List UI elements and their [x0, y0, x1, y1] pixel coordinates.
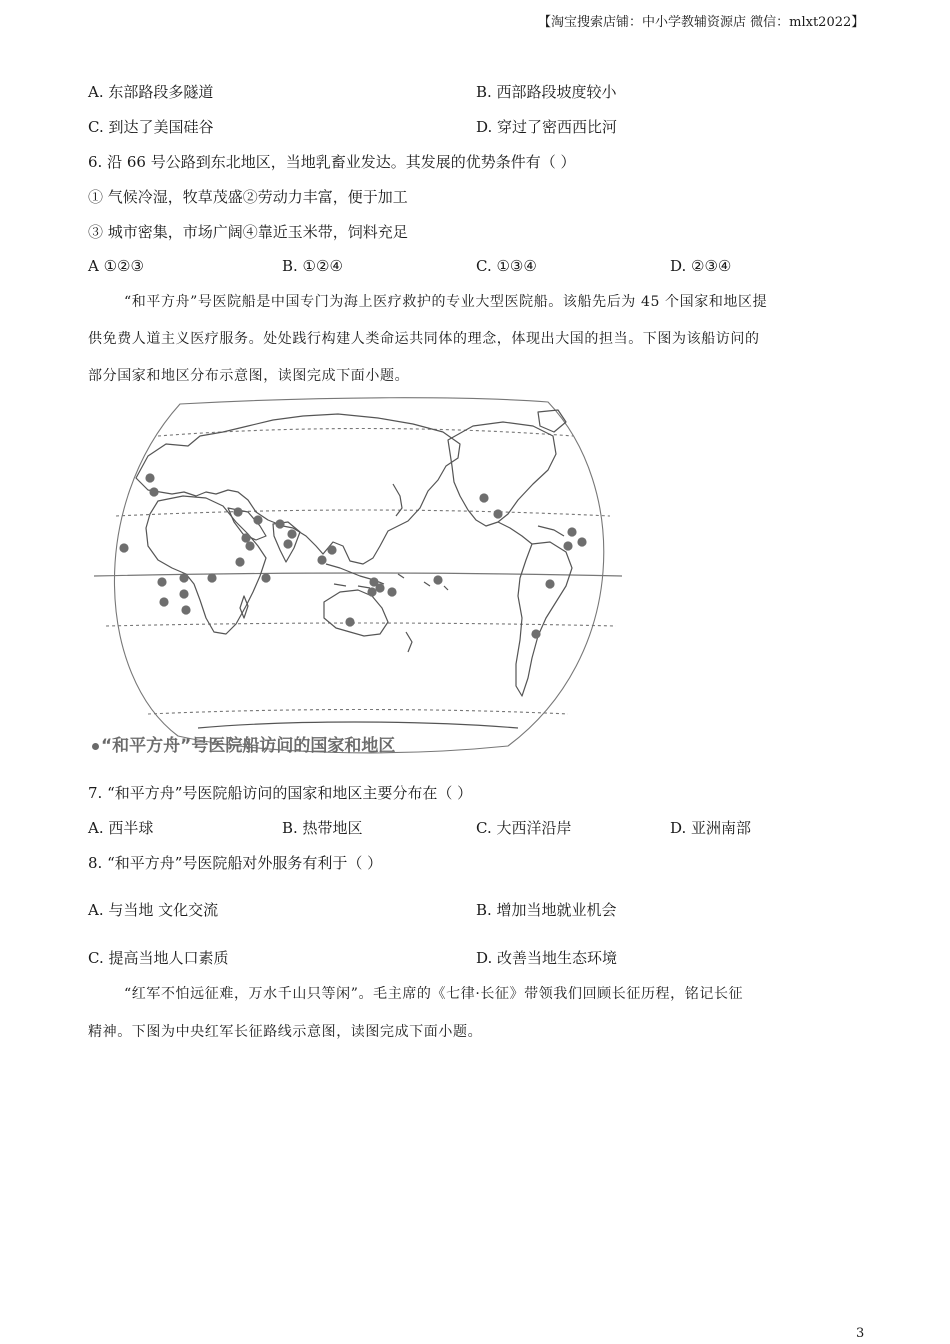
world-map-figure: [88, 396, 628, 758]
visited-location-dot: [241, 533, 250, 542]
japan-outline: [393, 484, 402, 516]
north-america-outline: [448, 422, 556, 526]
visited-location-dot: [327, 545, 336, 554]
page-number: 3: [856, 1326, 865, 1341]
q8-option-b: B. 增加当地就业机会: [476, 901, 617, 919]
q8-option-d: D. 改善当地生态环境: [476, 949, 618, 967]
q7-option-b: B. 热带地区: [282, 819, 363, 837]
q6-stem: 6. 沿 66 号公路到东北地区，当地乳畜业发达。其发展的优势条件有（ ）: [88, 153, 576, 171]
q5-option-b: B. 西部路段坡度较小: [476, 83, 617, 101]
visited-location-dot: [531, 629, 540, 638]
passage2-line-2: 精神。下图为中央红军长征路线示意图，读图完成下面小题。: [88, 1024, 483, 1040]
q6-option-d: D. ②③④: [670, 257, 732, 275]
passage1-line-2: 供免费人道主义医疗服务。处处践行构建人类命运共同体的理念，体现出大国的担当。下图为该船访问的: [88, 331, 760, 347]
visited-location-dot: [235, 557, 244, 566]
visited-location-dot: [261, 573, 270, 582]
visited-location-dot: [253, 515, 262, 524]
passage2-line-1: “红军不怕远征难，万水千山只等闲”。毛主席的《七律·长征》带领我们回顾长征历程，铭记长征: [124, 986, 744, 1002]
visited-location-dot: [157, 577, 166, 586]
visited-location-dot: [275, 519, 284, 528]
q5-option-c: C. 到达了美国硅谷: [88, 118, 214, 136]
visited-location-dot: [563, 541, 572, 550]
visited-location-dot: [433, 575, 442, 584]
visited-location-dot: [493, 509, 502, 518]
eurasia-outline: [136, 414, 460, 564]
visited-location-dot: [367, 587, 376, 596]
visited-location-dot: [179, 573, 188, 582]
visited-location-dot: [233, 507, 242, 516]
passage1-line-3: 部分国家和地区分布示意图，读图完成下面小题。: [88, 368, 410, 384]
africa-outline: [146, 496, 266, 634]
q8-option-c: C. 提高当地人口素质: [88, 949, 229, 967]
visited-location-dot: [317, 555, 326, 564]
map-caption-text: “和平方舟”号医院船访问的国家和地区: [101, 736, 396, 756]
greenland-outline: [538, 410, 566, 432]
q7-option-d: D. 亚洲南部: [670, 819, 752, 837]
antarctic-circle-line: [148, 710, 568, 715]
caption-dot-icon: [92, 743, 99, 750]
visited-location-dot: [287, 529, 296, 538]
visited-location-dot: [577, 537, 586, 546]
q8-stem: 8. “和平方舟”号医院船对外服务有利于（ ）: [88, 854, 383, 872]
visited-location-dot: [179, 589, 188, 598]
passage1-line-1: “和平方舟”号医院船是中国专门为海上医疗救护的专业大型医院船。该船先后为 45 个国家和地区提: [124, 294, 768, 310]
q7-option-c: C. 大西洋沿岸: [476, 819, 572, 837]
world-map: [88, 396, 628, 758]
visited-location-dot: [283, 539, 292, 548]
visited-location-dot: [207, 573, 216, 582]
q6-statement-2: ③ 城市密集，市场广阔④靠近玉米带，饲料充足: [88, 223, 408, 241]
q6-option-c: C. ①③④: [476, 257, 537, 275]
q5-option-a: A. 东部路段多隧道: [88, 83, 214, 101]
visited-location-dot: [149, 487, 158, 496]
visited-location-dot: [387, 587, 396, 596]
visited-location-dot: [375, 583, 384, 592]
header-watermark: 【淘宝搜索店铺：中小学教辅资源店 微信：mlxt2022】: [538, 15, 865, 30]
map-caption: [92, 731, 395, 756]
visited-points-layer: [119, 473, 586, 638]
visited-location-dot: [545, 579, 554, 588]
central-america-outline: [498, 522, 564, 544]
australia-outline: [324, 590, 388, 636]
visited-location-dot: [145, 473, 154, 482]
tropic-of-capricorn-line: [106, 623, 616, 626]
q5-option-d: D. 穿过了密西西比河: [476, 118, 618, 136]
q7-option-a: A. 西半球: [88, 819, 154, 837]
visited-location-dot: [181, 605, 190, 614]
antarctica-outline: [198, 722, 518, 728]
q6-option-b: B. ①②④: [282, 257, 343, 275]
q6-statement-1: ① 气候冷湿，牧草茂盛②劳动力丰富，便于加工: [88, 188, 408, 206]
visited-location-dot: [245, 541, 254, 550]
visited-location-dot: [479, 493, 488, 502]
visited-location-dot: [567, 527, 576, 536]
visited-location-dot: [119, 543, 128, 552]
q8-option-a: A. 与当地 文化交流: [88, 901, 219, 919]
south-america-outline: [516, 542, 572, 696]
q7-stem: 7. “和平方舟”号医院船访问的国家和地区主要分布在（ ）: [88, 784, 473, 802]
visited-location-dot: [159, 597, 168, 606]
q6-option-a: A ①②③: [88, 257, 144, 275]
visited-location-dot: [345, 617, 354, 626]
tropic-of-cancer-line: [116, 510, 610, 516]
new-zealand-outline: [406, 632, 412, 652]
